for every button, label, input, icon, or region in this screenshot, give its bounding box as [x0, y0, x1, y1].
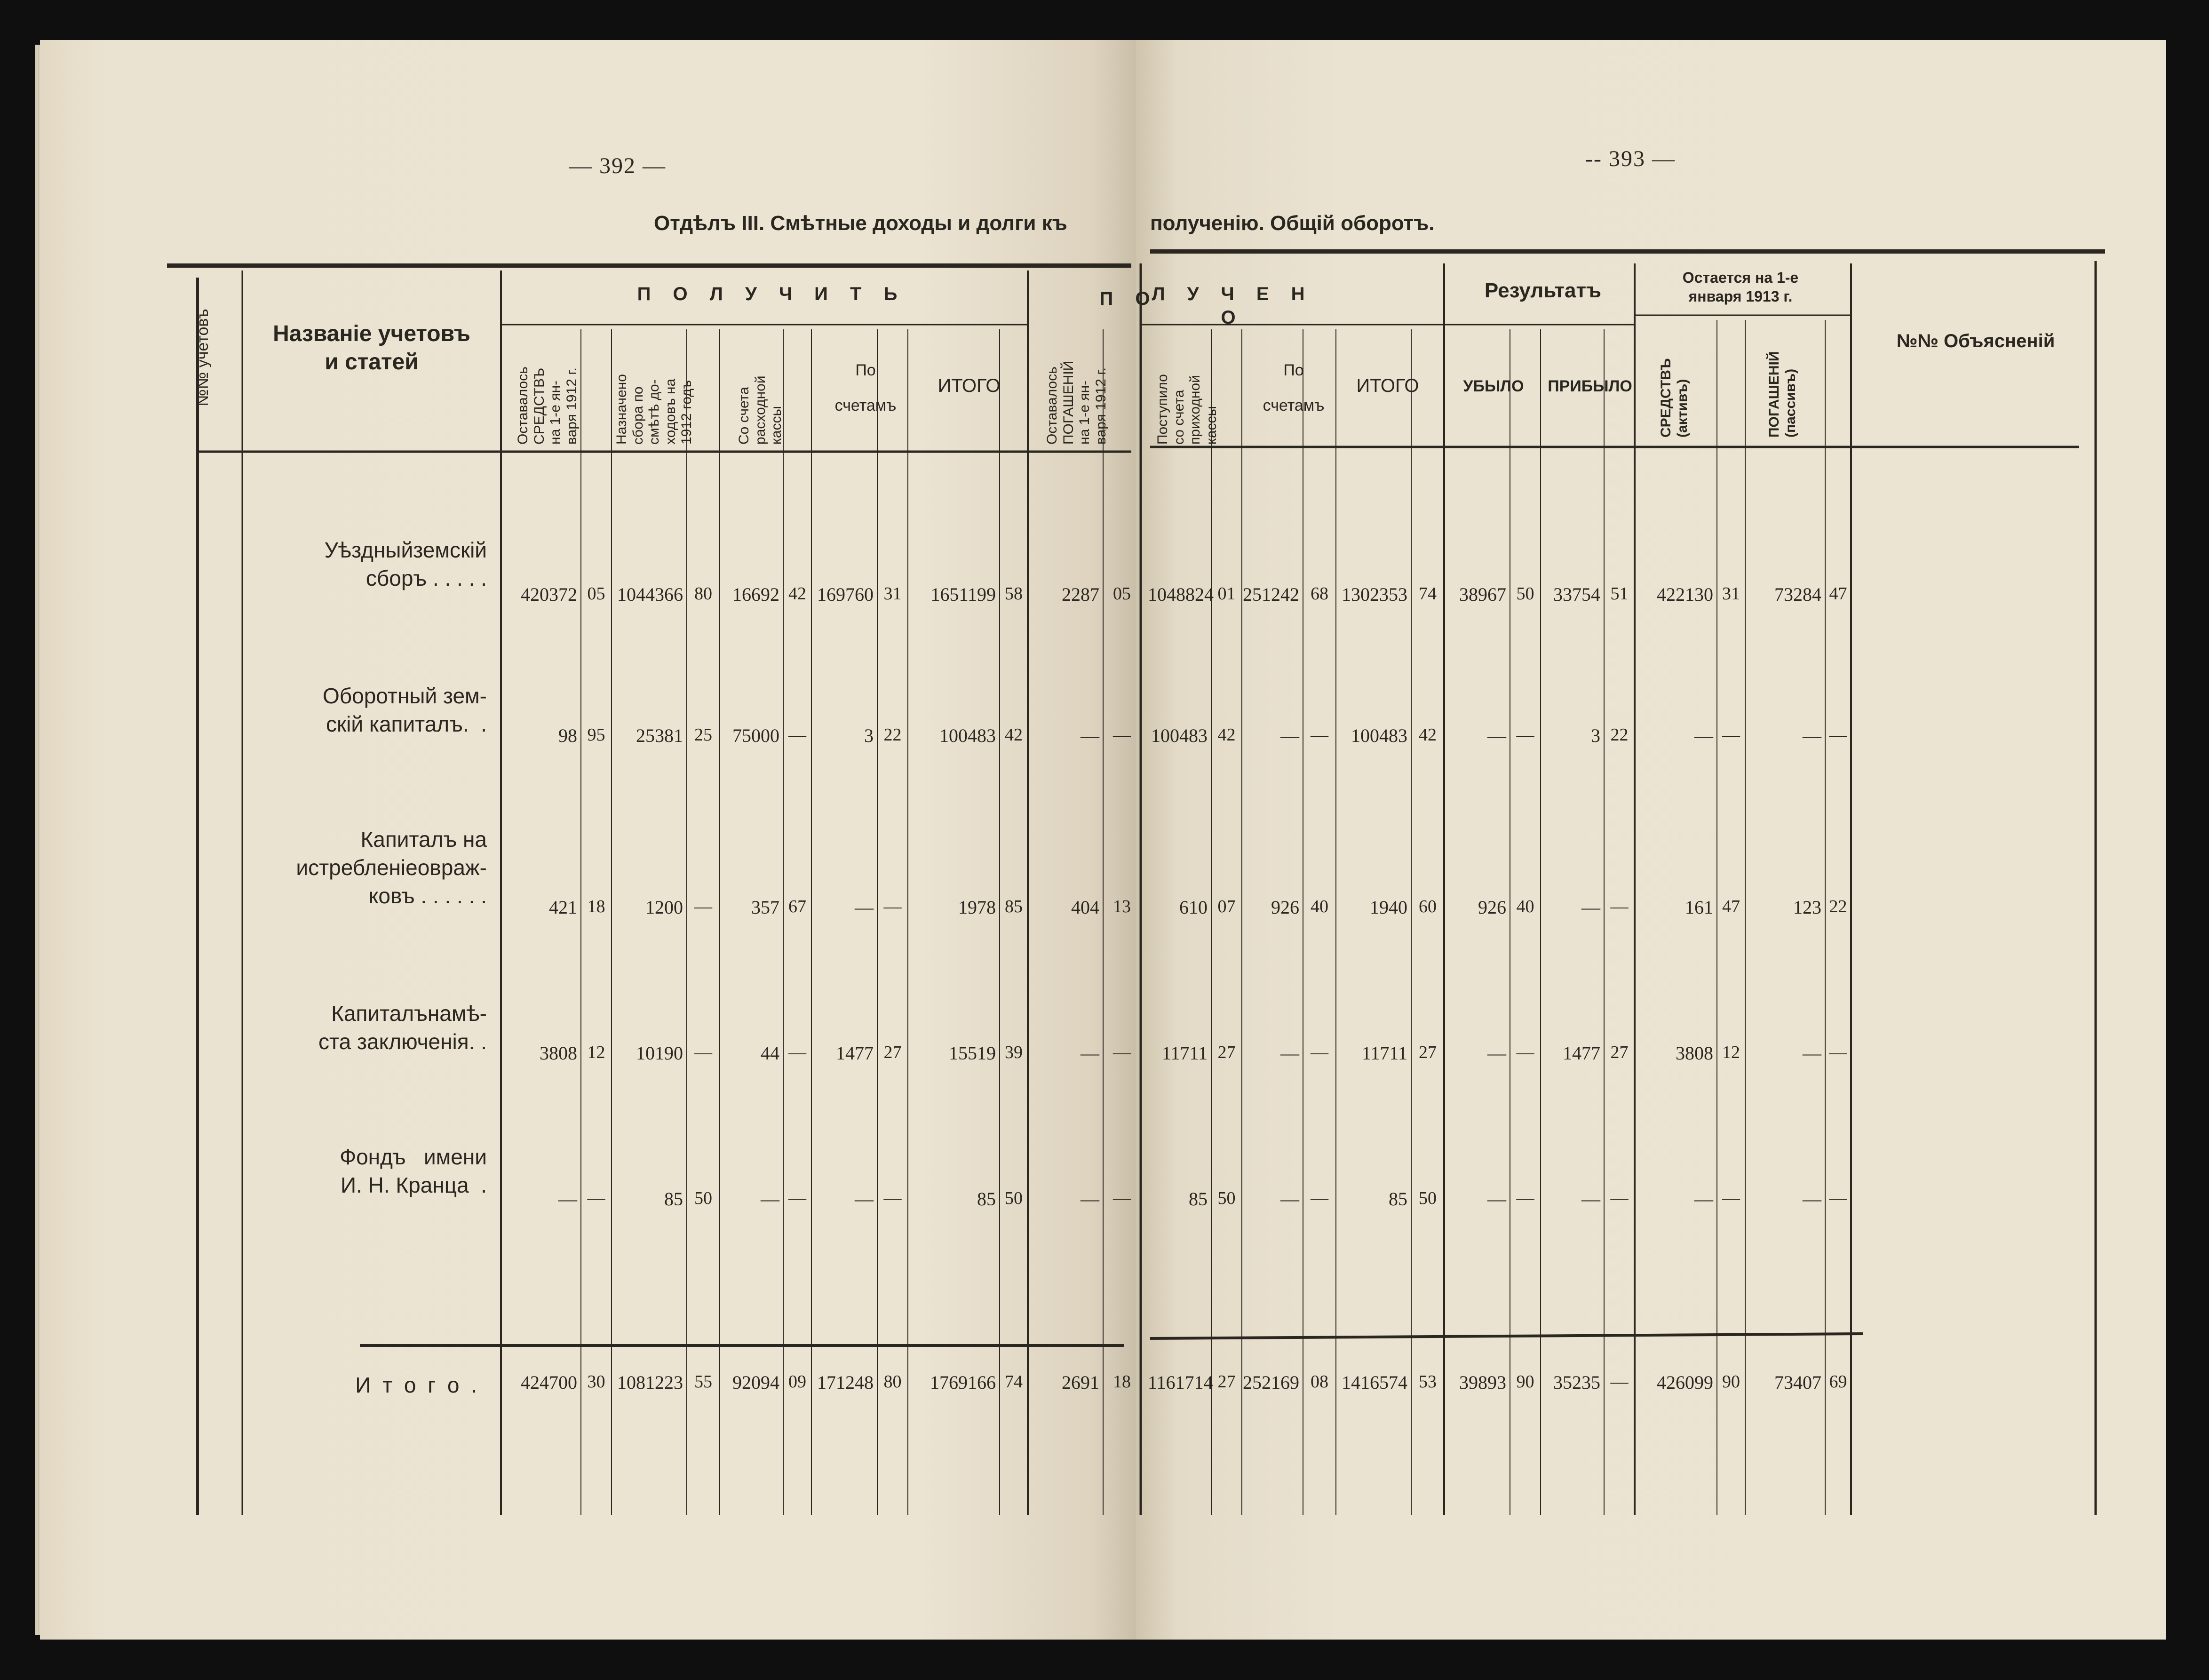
cell-value: 44	[761, 1043, 779, 1064]
cell-value: 10190	[636, 1043, 683, 1064]
header-remains: Остается на 1-е января 1913 г.	[1682, 269, 1799, 305]
cell-kopecks: 74	[1419, 584, 1437, 604]
cell-value: 421	[549, 897, 577, 918]
header-poluchit: П О Л У Ч И Т Ь	[637, 284, 906, 304]
cell-kopecks: —	[1610, 897, 1629, 916]
cell-value: 926	[1271, 897, 1299, 918]
cell-value: —	[1487, 1043, 1506, 1064]
cell-kopecks: 42	[1217, 725, 1236, 745]
total-kopecks: 90	[1722, 1372, 1740, 1392]
cell-kopecks: 31	[883, 584, 902, 604]
cell-value: —	[855, 1188, 874, 1210]
cell-kopecks: 50	[1419, 1188, 1437, 1208]
cell-value: 3	[1591, 725, 1600, 746]
header-po-schetam-2: По счетамъ	[1263, 361, 1325, 414]
cell-value: 169760	[817, 584, 874, 605]
cell-kopecks: 42	[1005, 725, 1023, 745]
cell-value: —	[558, 1188, 577, 1210]
cell-kopecks: —	[1113, 1188, 1131, 1208]
cell-kopecks: —	[587, 1188, 605, 1208]
cell-value: 123	[1793, 897, 1821, 918]
row-name: Фондъ имени И. Н. Кранца .	[340, 1145, 487, 1197]
cell-value: —	[855, 897, 874, 918]
cell-kopecks: 31	[1722, 584, 1740, 604]
cell-kopecks: —	[1829, 1043, 1847, 1062]
cell-kopecks: —	[883, 1188, 902, 1208]
cell-kopecks: —	[1722, 1188, 1740, 1208]
row-name: Капиталъ на истребленіеоврaж- ковъ . . . . . .	[296, 827, 487, 908]
cell-value: 161	[1685, 897, 1713, 918]
total-kopecks: 30	[587, 1372, 605, 1392]
cell-kopecks: 51	[1610, 584, 1629, 604]
cell-value: 11711	[1361, 1043, 1407, 1064]
total-kopecks: 55	[694, 1372, 712, 1392]
header-polucheno-b: Л У Ч Е Н О	[1152, 284, 1313, 328]
cell-value: —	[1694, 1188, 1713, 1210]
section-title-right: полученію. Общій оборотъ.	[1150, 212, 1435, 235]
cell-kopecks: 40	[1311, 897, 1328, 916]
cell-kopecks: —	[1516, 725, 1534, 745]
cell-kopecks: —	[694, 1043, 712, 1062]
cell-kopecks: 58	[1005, 584, 1023, 604]
total-value: 252169	[1243, 1372, 1299, 1393]
cell-kopecks: 13	[1113, 897, 1131, 916]
cell-value: 422130	[1657, 584, 1713, 605]
header-so-scheta-rask: Со счета расходной кассы	[736, 375, 784, 445]
cell-kopecks: —	[788, 1188, 806, 1208]
cell-kopecks: 05	[1113, 584, 1131, 604]
header-sredstv-aktiv: СРЕДСТВЪ (активъ)	[1658, 358, 1690, 438]
total-kopecks: —	[1610, 1372, 1629, 1392]
cell-kopecks: 25	[694, 725, 712, 745]
total-kopecks: 09	[788, 1372, 806, 1392]
total-kopecks: 27	[1217, 1372, 1236, 1392]
cell-value: 251242	[1243, 584, 1299, 605]
total-value: 2691	[1062, 1372, 1099, 1393]
cell-kopecks: —	[1311, 1188, 1328, 1208]
cell-value: 420372	[521, 584, 577, 605]
cell-value: 404	[1071, 897, 1099, 918]
cell-value: —	[1280, 1043, 1299, 1064]
cell-kopecks: —	[694, 897, 712, 916]
total-value: 426099	[1657, 1372, 1713, 1393]
cell-value: 1651199	[930, 584, 996, 605]
cell-kopecks: 47	[1829, 584, 1847, 604]
cell-value: 1477	[836, 1043, 874, 1064]
total-value: 1161714	[1148, 1372, 1213, 1393]
cell-value: 15519	[949, 1043, 996, 1064]
cell-kopecks: —	[1829, 725, 1847, 745]
cell-kopecks: 85	[1005, 897, 1023, 916]
cell-kopecks: 01	[1217, 584, 1236, 604]
cell-value: 100483	[939, 725, 996, 746]
cell-value: —	[1081, 1188, 1099, 1210]
cell-kopecks: 18	[587, 897, 605, 916]
cell-kopecks: 95	[587, 725, 605, 745]
cell-kopecks: 39	[1005, 1043, 1023, 1062]
total-label: И т о г о .	[355, 1373, 480, 1397]
header-pribylo: ПРИБЫЛО	[1548, 377, 1632, 395]
cell-kopecks: —	[1516, 1188, 1534, 1208]
cell-value: 11711	[1161, 1043, 1208, 1064]
header-name: Названіе учетовъ и статей	[273, 321, 470, 374]
cell-value: 3	[864, 725, 874, 746]
cell-value: 85	[1389, 1188, 1407, 1210]
total-kopecks: 18	[1113, 1372, 1131, 1392]
cell-value: 75000	[732, 725, 779, 746]
total-value: 39893	[1459, 1372, 1506, 1393]
top-rule-left	[167, 263, 1131, 268]
cell-value: 610	[1179, 897, 1208, 918]
row-name: Уѣздныйземскій сборъ . . . . .	[324, 538, 487, 590]
row-name: Оборотный зем- скій капиталъ. .	[323, 684, 487, 736]
cell-kopecks: 07	[1217, 897, 1236, 916]
cell-value: —	[1694, 725, 1713, 746]
cell-value: 357	[751, 897, 779, 918]
total-value: 73407	[1774, 1372, 1821, 1393]
cell-kopecks: 22	[883, 725, 902, 745]
cell-value: 1200	[645, 897, 683, 918]
cell-kopecks: 50	[1005, 1188, 1023, 1208]
header-itogo-2: ИТОГО	[1356, 375, 1419, 396]
header-po-schetam: По счетамъ	[834, 361, 897, 414]
total-value: 1769166	[930, 1372, 996, 1393]
cell-kopecks: 50	[1217, 1188, 1236, 1208]
cell-value: 85	[1189, 1188, 1208, 1210]
cell-value: 1978	[958, 897, 996, 918]
total-kopecks: 69	[1829, 1372, 1847, 1392]
cell-kopecks: 27	[883, 1043, 902, 1062]
total-kopecks: 08	[1311, 1372, 1328, 1392]
cell-value: —	[1803, 1043, 1821, 1064]
cell-kopecks: —	[1113, 725, 1131, 745]
cell-kopecks: —	[1516, 1043, 1534, 1062]
header-ostavalos-pogash: Оставалось ПОГАШЕНІЙ на 1-е ян- варя 1912 г.	[1044, 360, 1109, 445]
cell-kopecks: 40	[1516, 897, 1534, 916]
total-value: 35235	[1553, 1372, 1600, 1393]
header-naznacheno: Назначено сбора по смѣтѣ до- ходовъ на 1912 годъ	[614, 374, 694, 445]
cell-kopecks: 67	[788, 897, 806, 916]
cell-value: 3808	[1676, 1043, 1713, 1064]
page-number-right: -- 393 —	[1585, 146, 1676, 171]
header-itogo: ИТОГО	[938, 375, 1001, 396]
total-value: 424700	[521, 1372, 577, 1393]
cell-value: —	[1803, 725, 1821, 746]
cell-kopecks: 27	[1610, 1043, 1629, 1062]
cell-value: 38967	[1459, 584, 1506, 605]
cell-value: 1940	[1370, 897, 1407, 918]
cell-value: 100483	[1351, 725, 1407, 746]
cell-kopecks: 42	[1419, 725, 1437, 745]
cell-value: 85	[664, 1188, 683, 1210]
cell-kopecks: 50	[694, 1188, 712, 1208]
cell-value: 98	[558, 725, 577, 746]
top-rule-right	[1150, 249, 2105, 254]
total-value: 92094	[732, 1372, 779, 1393]
cell-kopecks: 50	[1516, 584, 1534, 604]
cell-value: 2287	[1062, 584, 1099, 605]
cell-kopecks: 12	[1722, 1043, 1740, 1062]
header-ostavalos-sredstv: Оставалось СРЕДСТВЪ на 1-е ян- варя 1912 г.	[515, 366, 580, 445]
cell-kopecks: 47	[1722, 897, 1740, 916]
section-title-left: Отдѣлъ III. Смѣтные доходы и долги къ	[654, 212, 1067, 235]
cell-value: —	[1081, 725, 1099, 746]
header-ubylo: УБЫЛО	[1463, 377, 1524, 395]
cell-value: 85	[977, 1188, 996, 1210]
cell-kopecks: 27	[1217, 1043, 1236, 1062]
cell-value: 1044366	[617, 584, 683, 605]
cell-kopecks: —	[1610, 1188, 1629, 1208]
cell-value: 100483	[1151, 725, 1208, 746]
cell-value: —	[761, 1188, 779, 1210]
cell-kopecks: —	[1311, 725, 1328, 745]
header-postupilo: Поступило со счета приходной кассы	[1155, 374, 1219, 445]
cell-value: 1302353	[1342, 584, 1407, 605]
total-kopecks: 53	[1419, 1372, 1437, 1392]
cell-kopecks: 42	[788, 584, 806, 604]
cell-kopecks: —	[883, 897, 902, 916]
cell-kopecks: 68	[1311, 584, 1328, 604]
header-result: Результатъ	[1484, 279, 1602, 302]
cell-kopecks: —	[1113, 1043, 1131, 1062]
total-kopecks: 74	[1005, 1372, 1023, 1392]
cell-value: —	[1081, 1043, 1099, 1064]
cell-kopecks: —	[1829, 1188, 1847, 1208]
total-value: 171248	[817, 1372, 874, 1393]
total-kopecks: 90	[1516, 1372, 1534, 1392]
cell-value: —	[1280, 1188, 1299, 1210]
cell-value: 73284	[1774, 584, 1821, 605]
header-pogash-passiv: ПОГАШЕНІЙ (пассивъ)	[1766, 351, 1798, 438]
cell-kopecks: 80	[694, 584, 712, 604]
cell-value: 3808	[540, 1043, 577, 1064]
total-value: 1081223	[617, 1372, 683, 1393]
header-explanations: №№ Объясненій	[1896, 331, 2055, 351]
total-value: 1416574	[1342, 1372, 1407, 1393]
cell-value: —	[1280, 725, 1299, 746]
cell-value: 1477	[1563, 1043, 1600, 1064]
header-accounts-no-text: №№ учетовъ	[194, 309, 212, 406]
header-accounts-no	[193, 301, 213, 414]
cell-kopecks: 27	[1419, 1043, 1437, 1062]
cell-kopecks: 60	[1419, 897, 1437, 916]
row-name: Капиталънамѣ- ста заключенія. .	[318, 1001, 487, 1054]
cell-kopecks: —	[1311, 1043, 1328, 1062]
cell-kopecks: 05	[587, 584, 605, 604]
cell-value: —	[1581, 897, 1600, 918]
cell-kopecks: —	[788, 725, 806, 745]
total-kopecks: 80	[883, 1372, 902, 1392]
cell-value: 1048824	[1148, 584, 1214, 605]
cell-value: 926	[1478, 897, 1506, 918]
cell-value: 16692	[732, 584, 779, 605]
cell-value: 33754	[1553, 584, 1600, 605]
cell-value: —	[1803, 1188, 1821, 1210]
cell-kopecks: 22	[1829, 897, 1847, 916]
cell-value: —	[1487, 1188, 1506, 1210]
cell-kopecks: —	[1722, 725, 1740, 745]
cell-kopecks: —	[788, 1043, 806, 1062]
cell-kopecks: 12	[587, 1043, 605, 1062]
header-polucheno-a: П О	[1099, 288, 1159, 309]
cell-value: —	[1581, 1188, 1600, 1210]
cell-value: 25381	[636, 725, 683, 746]
page-number-left: — 392 —	[569, 153, 666, 178]
cell-value: —	[1487, 725, 1506, 746]
cell-kopecks: 22	[1610, 725, 1629, 745]
